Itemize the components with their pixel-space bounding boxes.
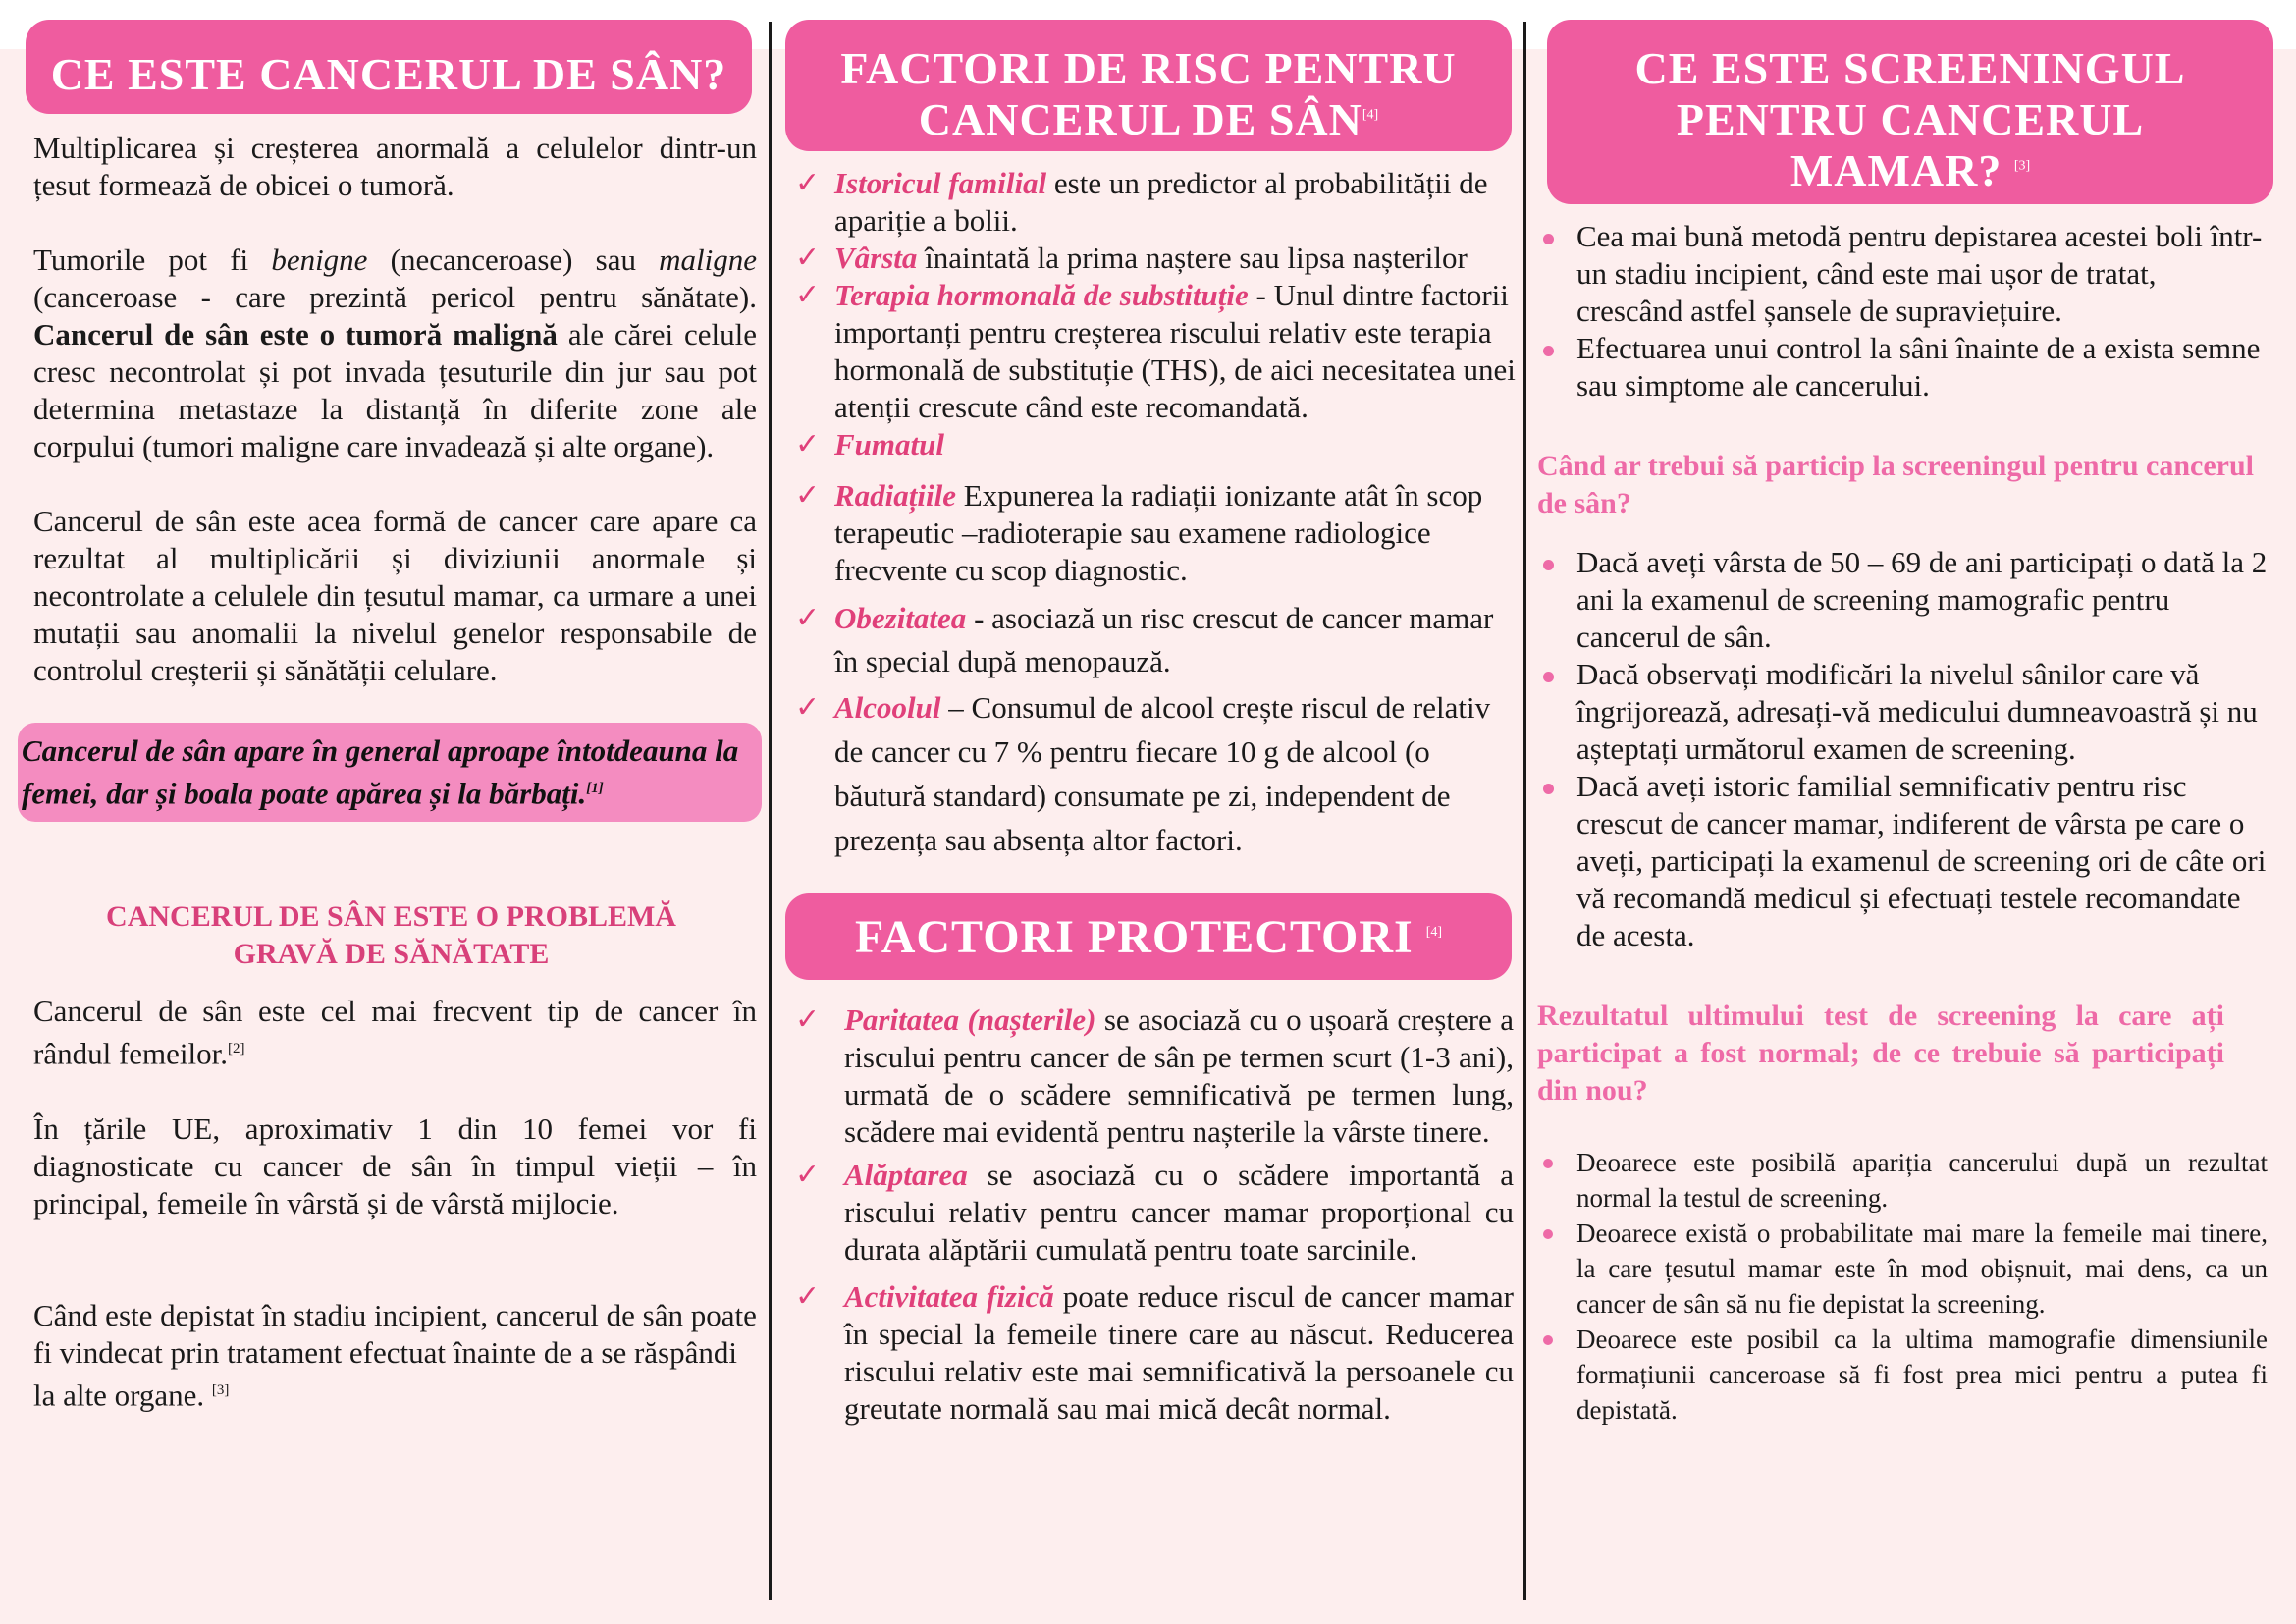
list-item-text: Cea mai bună metodă pentru depistarea acestei boli într-un stadiu incipient, când este mai ușor de tratat, crescând astfel șansele de supraviețuire. — [1576, 218, 2263, 328]
column-what-is-breast-cancer — [22, 20, 757, 1414]
title-line-3: MAMAR? — [1789, 144, 2002, 195]
risk-term: Alcoolul — [834, 689, 941, 725]
title-line-2: PENTRU CANCERUL — [1676, 93, 2145, 144]
reasons-list — [1537, 1145, 2268, 1428]
risk-text: – Consumul de alcool crește riscul de relativ de cancer cu 7 % pentru fiecare 10 g de alcool (o băutură standard) consumate pe zi, independent de prezența sau absența altor factori. — [834, 689, 1491, 857]
intro-section — [26, 114, 757, 689]
bullet-icon — [1543, 560, 1554, 570]
bullet-icon — [1543, 346, 1554, 356]
p2-bold: Cancerul de sân este o tumoră malignă — [33, 316, 558, 352]
risk-text: - Unul dintre factorii importanți pentru creșterea riscului relativ este terapia hormonală de substituție (THS), de aici necesitatea unei atenții crescute când este recomandată. — [834, 277, 1516, 424]
list-item — [1537, 1216, 2268, 1322]
risk-term: Terapia hormonală de substituție — [834, 277, 1249, 312]
risk-item — [785, 240, 1522, 277]
title-text: CE ESTE CANCERUL DE SÂN? — [50, 49, 727, 99]
list-item — [1537, 656, 2269, 768]
risk-text: - asociază un risc crescut de cancer mamar în special după menopauză. — [834, 600, 1494, 678]
paragraph-4 — [33, 993, 757, 1072]
list-item — [1537, 768, 2269, 954]
column-risk-factors — [785, 20, 1517, 1428]
risk-term: Radiațiile — [834, 477, 956, 513]
screening-definition-list — [1537, 218, 2269, 405]
protective-term: Alăptarea — [844, 1158, 968, 1193]
risk-term: Obezitatea — [834, 600, 967, 635]
bullet-icon — [1543, 1159, 1553, 1168]
check-icon: ✓ — [795, 477, 821, 513]
list-item — [1537, 1145, 2268, 1216]
protective-text: poate reduce riscul de cancer mamar în special la femeile tinere care au născut. Reducerea riscului relativ este mai semnificativă la persoanele cu greutate normală sau mai mică decât normal. — [844, 1279, 1514, 1427]
risk-text: Expunerea la radiații ionizante atât în scop terapeutic –radioterapie sau examene radiologice frecvente cu scop diagnostic. — [834, 477, 1483, 587]
paragraph-3: Cancerul de sân este acea formă de cancer care apare ca rezultat al multiplicării și diviziunii anormale și necontrolate a celulele din țesutul mamar, ca urmare a unei mutații sau anomalii la nivelul genelor responsabile de controlul creșterii și sănătății celulare. — [33, 503, 757, 687]
p2-text-d: ale cărei celule cresc necontrolat și pot invada țesuturile din jur sau pot determina metastaze la distanță în diferite zone ale corpului (tumori maligne care invadează și alte organe). — [33, 316, 757, 463]
protective-title-ref: [4] — [1425, 924, 1443, 940]
check-icon: ✓ — [795, 1158, 821, 1193]
check-icon: ✓ — [795, 165, 821, 200]
risk-item — [785, 426, 1522, 463]
question-why-participate-again: Rezultatul ultimului test de screening la care ați participat a fost normal; de ce trebuie să participați din nou? — [1537, 999, 2224, 1107]
paragraph-5: În țările UE, aproximativ 1 din 10 femei vor fi diagnosticate cu cancer de sân în timpul vieții – în principal, femeile în vârstă și de vârstă mijlocie. — [33, 1110, 757, 1220]
list-item — [1537, 544, 2269, 656]
paragraph-6 — [33, 1297, 757, 1414]
risk-term: Istoricul familial — [834, 165, 1047, 200]
check-icon: ✓ — [795, 277, 821, 312]
question-when-to-participate: Când ar trebui să particip la screeningul pentru cancerul de sân? — [1537, 449, 2255, 519]
protective-title-text: FACTORI PROTECTORI — [854, 910, 1414, 963]
check-icon: ✓ — [795, 1002, 821, 1038]
p2-text-a: Tumorile pot fi — [33, 242, 272, 277]
title-banner-screening — [1547, 20, 2273, 204]
subhead-line-2: GRAVĂ DE SĂNĂTATE — [233, 938, 550, 971]
protective-factor-list — [785, 1001, 1514, 1428]
protective-text: se asociază cu o scădere importantă a riscului relativ pentru cancer mamar proporțional cu durata alăptării cumulată pentru toate sarcinile. — [844, 1158, 1514, 1268]
column-divider-1 — [769, 22, 772, 1600]
p2-text-c: (canceroase - care prezintă pericol pentru sănătate). — [33, 279, 757, 314]
title-line-1: FACTORI DE RISC PENTRU — [840, 43, 1457, 93]
risk-item — [785, 165, 1522, 240]
protective-term: Activitatea fizică — [844, 1279, 1054, 1315]
title-line-1: CE ESTE SCREENINGUL — [1634, 43, 2186, 93]
p4-ref: [2] — [228, 1041, 245, 1057]
facts-section — [26, 973, 757, 1414]
bullet-icon — [1543, 784, 1554, 794]
list-item-text: Deoarece este posibilă apariția cancerului după un rezultat normal la testul de screening. — [1576, 1147, 2268, 1213]
risk-factor-list — [785, 165, 1522, 862]
participation-list — [1537, 544, 2269, 954]
list-item — [1537, 330, 2269, 405]
column-divider-2 — [1523, 22, 1526, 1600]
title-ref: [4] — [1362, 107, 1379, 123]
subhead-line-1: CANCERUL DE SÂN ESTE O PROBLEMĂ — [106, 900, 676, 934]
risk-item — [785, 477, 1522, 589]
title-ref: [3] — [2013, 158, 2031, 174]
p6-ref: [3] — [211, 1381, 230, 1398]
bullet-icon — [1543, 1335, 1553, 1345]
title-banner-risk-factors — [785, 20, 1512, 151]
check-icon: ✓ — [795, 1279, 821, 1315]
title-banner-what-is-cancer — [26, 20, 752, 114]
paragraph-1: Multiplicarea și creșterea anormală a celulelor dintr-un țesut formează de obicei o tumoră. — [33, 130, 757, 202]
list-item-text: Dacă observați modificări la nivelul sânilor care vă îngrijorează, adresați-vă medicului dumneavoastră și nu așteptați următorul examen de screening. — [1576, 656, 2258, 766]
risk-text: este un predictor al probabilității de apariție a bolii. — [834, 165, 1488, 238]
protective-item — [785, 1001, 1514, 1151]
risk-term: Vârsta — [834, 240, 918, 275]
title-line-2: CANCERUL DE SÂN — [918, 93, 1362, 144]
callout-ref: [1] — [586, 780, 604, 796]
list-item — [1537, 1322, 2268, 1428]
risk-item — [785, 597, 1522, 683]
bullet-icon — [1543, 234, 1554, 244]
risk-term: Fumatul — [834, 426, 944, 461]
check-icon: ✓ — [795, 600, 821, 635]
bullet-icon — [1543, 1229, 1553, 1239]
check-icon: ✓ — [795, 689, 821, 725]
check-icon: ✓ — [795, 240, 821, 275]
subheading-serious-problem — [26, 898, 757, 973]
column-screening — [1537, 20, 2278, 1428]
paragraph-2 — [33, 242, 757, 465]
callout-text: Cancerul de sân apare în general aproape întotdeauna la femei, dar și boala poate apărea și la bărbați. — [22, 732, 739, 811]
risk-item — [785, 277, 1522, 426]
list-item — [1537, 218, 2269, 330]
list-item-text: Efectuarea unui control la sâni înainte de a exista semne sau simptome ale cancerului. — [1576, 330, 2261, 403]
p2-benigne: benigne — [271, 242, 368, 277]
p2-maligne: maligne — [659, 242, 757, 277]
protective-item — [785, 1157, 1514, 1269]
title-banner-protective-factors — [785, 893, 1512, 980]
list-item-text: Dacă aveți vârsta de 50 – 69 de ani participați o dată la 2 ani la examenul de screening mamografic pentru cancerul de sân. — [1576, 544, 2268, 654]
p2-text-b: (necanceroase) sau — [367, 242, 660, 277]
callout-box — [18, 723, 762, 822]
protective-item — [785, 1278, 1514, 1428]
bullet-icon — [1543, 672, 1554, 682]
protective-text: se asociază cu o ușoară creștere a riscului pentru cancer de sân pe termen scurt (1-3 ani), urmată de o scădere semnificativă pe termen lung, scădere mai evidentă pentru nașterile la vârste tinere. — [844, 1002, 1514, 1150]
risk-item — [785, 685, 1522, 862]
protective-term: Paritatea (nașterile) — [844, 1002, 1096, 1038]
check-icon: ✓ — [795, 426, 821, 461]
list-item-text: Deoarece este posibil ca la ultima mamografie dimensiunile formațiunii canceroase să fi fost prea mici pentru a putea fi depistată. — [1576, 1324, 2268, 1425]
list-item-text: Deoarece există o probabilitate mai mare la femeile mai tinere, la care țesutul mamar este în mod obișnuit, mai dens, ca un cancer de sân să nu fie depistat la screening. — [1576, 1218, 2268, 1319]
p6-text: Când este depistat în stadiu incipient, cancerul de sân poate fi vindecat prin tratament efectuat înainte de a se răspândi la alte organe. — [33, 1297, 757, 1412]
list-item-text: Dacă aveți istoric familial semnificativ pentru risc crescut de cancer mamar, indiferent de vârsta pe care o aveți, participați la examenul de screening ori de câte ori vă recomandă medicul și efectuați testele recomandate de acesta. — [1576, 768, 2267, 952]
p4-text: Cancerul de sân este cel mai frecvent tip de cancer în rândul femeilor. — [33, 994, 757, 1071]
risk-text: înaintată la prima naștere sau lipsa nașterilor — [917, 240, 1468, 275]
